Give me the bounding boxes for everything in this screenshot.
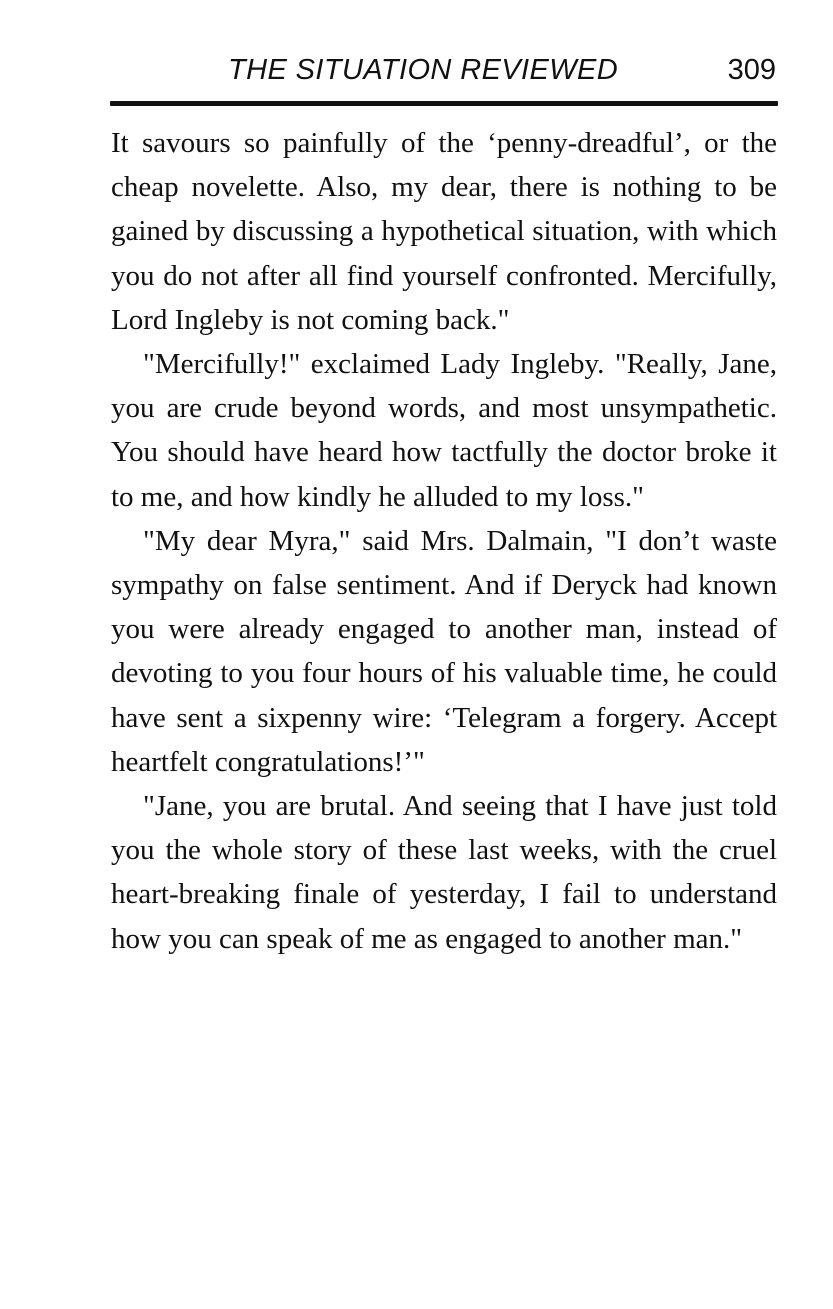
header-rule (110, 101, 778, 106)
paragraph: "My dear Myra," said Mrs. Dalmain, "I don’t waste sympathy on false sentiment. And if Deryck had known you were already engaged to another man, instead of devoting to you four hours of his valuable time, he could have sent a sixpenny wire: ‘Telegram a forgery. Accept heartfelt congratulations!’" (111, 524, 777, 778)
paragraph: "Jane, you are brutal. And seeing that I have just told you the whole story of these last weeks, with the cruel heart-breaking finale of yesterday, I fail to understand how you can speak of me as engaged to another man." (111, 790, 777, 955)
paragraph: It savours so painfully of the ‘penny-dreadful’, or the cheap novelette. Also, my dear, there is nothing to be gained by discussing a hypothetical situation, with which you do not after all find yourself confronted. Mercifully, Lord Ingleby is not coming back." (111, 127, 777, 336)
page-number: 309 (727, 54, 776, 86)
running-header (110, 50, 778, 94)
running-title: THE SITUATION REVIEWED (228, 54, 619, 86)
body-text (111, 121, 777, 961)
paragraph: "Mercifully!" exclaimed Lady Ingleby. "Really, Jane, you are crude beyond words, and most unsympathetic. You should have heard how tactfully the doctor broke it to me, and how kindly he alluded to my loss." (111, 348, 777, 513)
